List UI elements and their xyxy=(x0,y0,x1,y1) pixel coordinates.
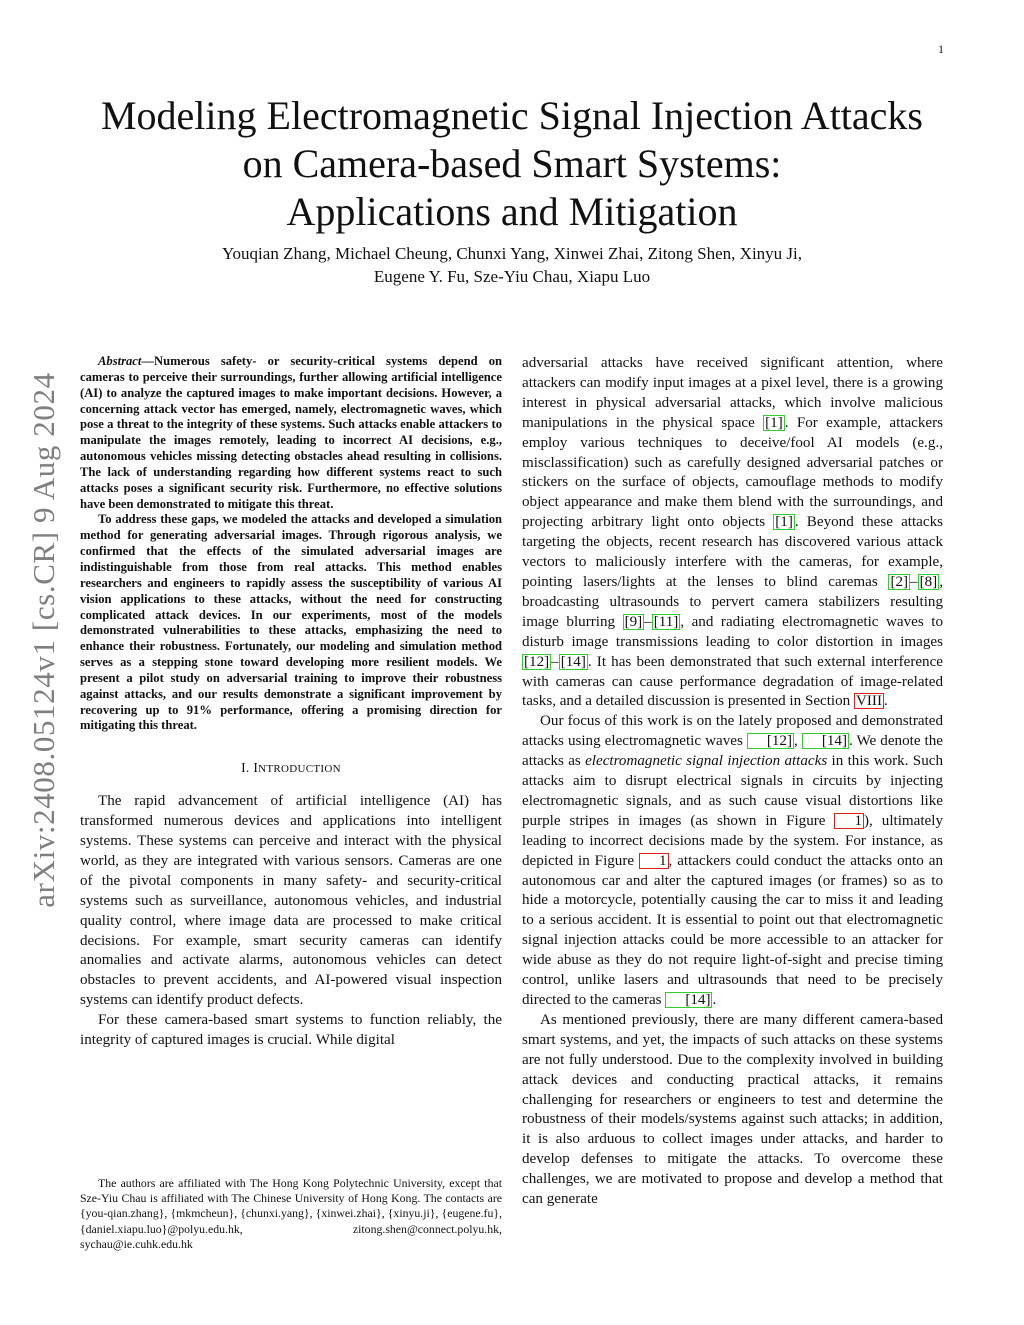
text-span: adversarial attacks have received significant attention, where attackers can modify input images at a pixel level, there is a growing interest in physical adversarial attacks, which involve malicious manipulations in the physical space xyxy=(522,355,943,431)
abstract-paragraph xyxy=(80,354,502,512)
citation-link[interactable]: [8] xyxy=(919,573,938,590)
citation-link[interactable]: [9] xyxy=(624,613,643,630)
text-span: , broadcasting ultrasounds to pervert camera stabilizers resulting image blurring xyxy=(522,573,943,630)
body-paragraph: For these camera-based smart systems to function reliably, the integrity of captured images is crucial. While digital xyxy=(80,1012,502,1049)
citation-link[interactable]: [12] xyxy=(747,733,794,749)
left-column xyxy=(80,354,502,1051)
section-heading-introduction xyxy=(80,758,502,780)
page-number: 1 xyxy=(938,42,944,56)
abstract-text: —Numerous safety- or security-critical systems depend on cameras to perceive their surroundings, further allowing artificial intelligence (AI) to analyze the captured images to make important decisions. However, a concerning attack vector has emerged, namely, electromagnetic waves, which pose a threat to the integrity of these systems. Such attacks enable attackers to manipulate the images remotely, leading to incorrect AI decisions, e.g., autonomous vehicles missing detecting obstacles ahead resulting in collisions. The lack of understanding regarding how different systems react to such attacks poses a significant security risk. Furthermore, no effective solutions have been demonstrated to mitigate this threat. xyxy=(80,354,502,511)
figure-reference-link[interactable]: 1 xyxy=(834,813,864,829)
right-column xyxy=(522,354,943,1210)
section-title-rest: NTRODUCTION xyxy=(258,763,341,776)
citation-link[interactable]: [11] xyxy=(653,613,679,630)
abstract-paragraph: To address these gaps, we modeled the attacks and developed a simulation method for generating adversarial images. Through rigorous analysis, we confirmed that the effects of the simulated adversarial images are indistinguishable from those from real attacks. This method enables researchers and engineers to rapidly assess the susceptibility of various AI vision applications to these attacks, without the need for constructing complicated attack devices. In our experiments, most of the models demonstrated vulnerabilities to these attacks, emphasizing the need to enhance their robustness. Fortunately, our modeling and simulation method serves as a stepping stone toward developing more resilient models. We present a pilot study on adversarial training to improve their robustness against attacks, and our results demonstrate a significant improvement by recovering up to 91% performance, offering a promising direction for mitigating this threat. xyxy=(80,512,502,733)
text-span: . We denote the attacks as xyxy=(522,733,943,770)
citation-link[interactable]: [14] xyxy=(560,653,586,670)
abstract-label: Abstract xyxy=(98,354,142,368)
text-span: Our focus of this work is on the lately proposed and demonstrated attacks using electromagnetic waves xyxy=(522,713,943,750)
text-span: – xyxy=(910,573,918,590)
footnote-text: The authors are affiliated with The Hong Kong Polytechnic University, except that Sze-Yiu Chau is affiliated with The Chinese University of Hong Kong. The contacts are {you-qian.zhang}, {mkmcheun}, {chunxi.yang}, {xinwei.zhai}, {xinyu.ji}, {eugene.fu}, {daniel.xiapu.luo}@polyu.edu.hk, zitong.shen@connect.polyu.hk, sychau@ie.cuhk.edu.hk xyxy=(80,1176,502,1251)
citation-link[interactable]: [2] xyxy=(890,573,909,590)
authors-line: Youqian Zhang, Michael Cheung, Chunxi Yang, Xinwei Zhai, Zitong Shen, Xinyu Ji, xyxy=(221,244,803,263)
body-paragraph: The rapid advancement of artificial intelligence (AI) has transformed numerous devices and applications into intelligent systems. These systems can perceive and interact with the physical world, as they are integrated with various sensors. Cameras are one of the pivotal components in many safety- and security-critical systems such as surveillance, autonomous vehicles, and industrial quality control, where image data are processed to make critical decisions. For example, smart security cameras can identify anomalies and activate alarms, autonomous vehicles can detect obstacles to prevent accidents, and AI-powered visual inspection systems can identify product defects. xyxy=(80,793,502,1009)
text-span: in this work. Such attacks aim to disrupt electrical signals in circuits by injecting electromagnetic signals, and as such cause visual distortions like purple stripes in images (as shown in Figure xyxy=(522,753,943,829)
section-number: I. xyxy=(241,760,250,776)
section-title-initial: I xyxy=(253,760,259,776)
section-reference-link[interactable]: VIII xyxy=(856,693,882,710)
body-paragraph xyxy=(522,712,943,1011)
text-span: . xyxy=(883,693,888,710)
text-span: . For example, attackers employ various techniques to deceive/fool AI models (e.g., misclassification) such as carefully designed adversarial patches or stickers on the surface of objects, camouflage methods to modify object appearance and make them blend with the surroundings, and projecting arbitrary light onto objects xyxy=(522,414,944,531)
abstract xyxy=(80,354,502,734)
citation-link[interactable]: [1] xyxy=(775,514,793,531)
figure-reference-link[interactable]: 1 xyxy=(639,853,669,869)
title-line: on Camera-based Smart Systems: xyxy=(242,141,782,186)
text-span: – xyxy=(644,613,652,630)
text-span: , and radiating electromagnetic waves to disturb image transmissions leading to color distortion in images xyxy=(522,613,943,650)
text-span: . It has been demonstrated that such external interference with cameras can cause performance degradation of image-related tasks, and a detailed discussion is presented in Section xyxy=(522,653,943,710)
citation-link[interactable]: [1] xyxy=(765,414,783,431)
title-line: Applications and Mitigation xyxy=(286,189,738,234)
emphasis-term: electromagnetic signal injection attacks xyxy=(585,753,828,770)
text-span: . xyxy=(712,992,717,1008)
body-paragraph: As mentioned previously, there are many different camera-based smart systems, and yet, the impacts of such attacks on these systems are not fully understood. Due to the complexity involved in building attack devices and conducting practical attacks, it remains challenging for researchers or engineers to test and determine the robustness of their models/systems against such attacks; in addition, it is also arduous to collect images under attacks, and harder to develop defenses to mitigate the attacks. To overcome these challenges, we are motivated to propose and develop a method that can generate xyxy=(522,1011,943,1208)
text-span: – xyxy=(551,653,559,670)
text-span: , attackers could conduct the attacks onto an autonomous car and alter the captured images (or frames) so as to hide a motorcycle, potentially causing the car to miss it and leading to a serious accident. It is essential to point out that electromagnetic signal injection attacks could be more accessible to an attacker for wide abuse as they do not require light-of-sight and precise timing control, unlike lasers and ultrasounds that need to be precisely directed to the cameras xyxy=(522,852,943,1008)
text-span: ), ultimately leading to incorrect decisions made by the system. For instance, as depicted in Figure xyxy=(522,812,943,869)
citation-link[interactable]: [14] xyxy=(665,992,712,1008)
authors-line: Eugene Y. Fu, Sze-Yiu Chau, Xiapu Luo xyxy=(373,267,651,286)
arxiv-identifier-text: arXiv:2408.05124v1 [cs.CR] 9 Aug 2024 xyxy=(26,372,61,908)
footnote xyxy=(80,1176,502,1252)
text-span: , xyxy=(794,733,802,750)
citation-link[interactable]: [12] xyxy=(524,653,550,670)
author-list xyxy=(120,242,904,288)
text-span: . Beyond these attacks targeting the objects, recent research has discovered various attack vectors to maliciously interfere with the cameras, for example, pointing lasers/lights at the lenses to blind caremas xyxy=(522,514,944,590)
paper-title xyxy=(80,92,944,236)
title-line: Modeling Electromagnetic Signal Injection Attacks xyxy=(100,93,923,138)
citation-link[interactable]: [14] xyxy=(802,733,849,749)
body-paragraph xyxy=(522,354,943,712)
